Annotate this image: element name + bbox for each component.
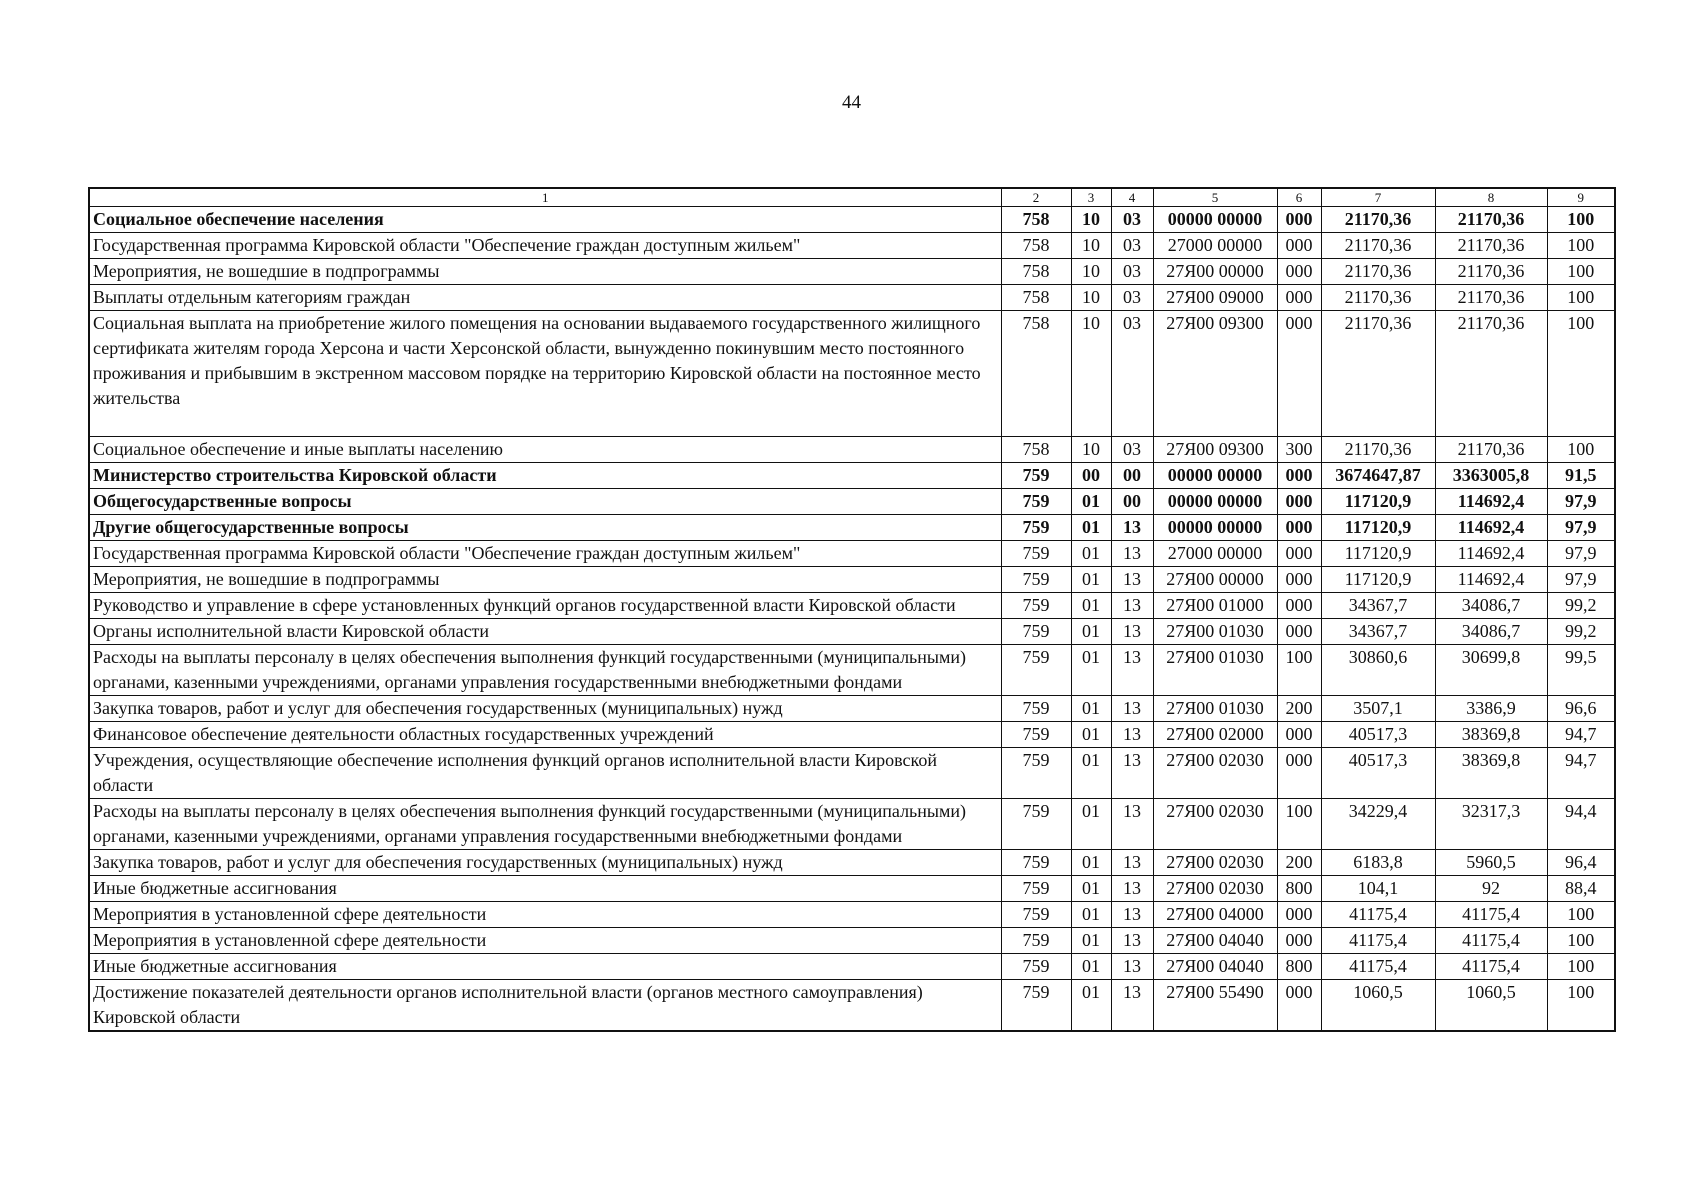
table-row [89,285,1615,311]
cell-actual-amount: 38369,8 [1435,722,1547,748]
cell-ministry-code: 758 [1001,233,1071,259]
table-row [89,928,1615,954]
cell-actual-amount: 34086,7 [1435,619,1547,645]
cell-ministry-code: 759 [1001,980,1071,1032]
cell-row-name: Мероприятия, не вошедшие в подпрограммы [89,567,1001,593]
cell-actual-amount: 32317,3 [1435,799,1547,850]
cell-planned-amount: 34229,4 [1321,799,1435,850]
cell-subsection-code: 13 [1111,541,1153,567]
cell-section-code: 01 [1071,515,1111,541]
cell-actual-amount: 41175,4 [1435,928,1547,954]
cell-actual-amount: 21170,36 [1435,259,1547,285]
table-row [89,748,1615,799]
table-row [89,850,1615,876]
cell-target-code: 27Я00 02030 [1153,748,1277,799]
cell-subsection-code: 13 [1111,645,1153,696]
cell-expense-type-code: 000 [1277,928,1321,954]
cell-ministry-code: 758 [1001,437,1071,463]
cell-subsection-code: 03 [1111,311,1153,437]
table-row [89,619,1615,645]
cell-expense-type-code: 000 [1277,567,1321,593]
cell-target-code: 27Я00 02030 [1153,799,1277,850]
cell-subsection-code: 13 [1111,928,1153,954]
cell-section-code: 01 [1071,722,1111,748]
page-number: 44 [842,92,861,113]
cell-execution-percent: 100 [1547,954,1615,980]
cell-subsection-code: 13 [1111,902,1153,928]
cell-ministry-code: 759 [1001,645,1071,696]
cell-row-name: Социальная выплата на приобретение жилого помещения на основании выдаваемого государственного жилищного сертификата жителям города Херсона и части Херсонской области, вынужденно покинувшим место постоянного проживания и прибывшим в экстренном массовом порядке на территорию Кировской области на постоянное место жительства [89,311,1001,437]
cell-row-name: Иные бюджетные ассигнования [89,954,1001,980]
cell-execution-percent: 88,4 [1547,876,1615,902]
cell-execution-percent: 100 [1547,233,1615,259]
table-row [89,645,1615,696]
cell-planned-amount: 41175,4 [1321,902,1435,928]
cell-target-code: 00000 00000 [1153,489,1277,515]
cell-section-code: 10 [1071,285,1111,311]
cell-row-name: Другие общегосударственные вопросы [89,515,1001,541]
cell-row-name: Государственная программа Кировской области "Обеспечение граждан доступным жильем" [89,541,1001,567]
cell-row-name: Руководство и управление в сфере установленных функций органов государственной власти Кировской области [89,593,1001,619]
cell-row-name: Расходы на выплаты персоналу в целях обеспечения выполнения функций государственными (муниципальными) органами, казенными учреждениями, органами управления государственными внебюджетными фондами [89,645,1001,696]
cell-expense-type-code: 100 [1277,645,1321,696]
cell-ministry-code: 758 [1001,285,1071,311]
cell-section-code: 10 [1071,437,1111,463]
cell-actual-amount: 114692,4 [1435,489,1547,515]
cell-execution-percent: 97,9 [1547,489,1615,515]
column-header-2: 2 [1001,188,1071,207]
cell-row-name: Финансовое обеспечение деятельности областных государственных учреждений [89,722,1001,748]
cell-section-code: 01 [1071,696,1111,722]
table-row [89,722,1615,748]
cell-planned-amount: 21170,36 [1321,259,1435,285]
cell-actual-amount: 41175,4 [1435,954,1547,980]
cell-target-code: 27Я00 00000 [1153,567,1277,593]
cell-planned-amount: 30860,6 [1321,645,1435,696]
cell-target-code: 27Я00 09300 [1153,437,1277,463]
cell-actual-amount: 41175,4 [1435,902,1547,928]
cell-row-name: Органы исполнительной власти Кировской области [89,619,1001,645]
cell-ministry-code: 759 [1001,541,1071,567]
table-row [89,437,1615,463]
cell-target-code: 27Я00 00000 [1153,259,1277,285]
cell-subsection-code: 13 [1111,567,1153,593]
cell-planned-amount: 21170,36 [1321,311,1435,437]
cell-target-code: 27Я00 02030 [1153,876,1277,902]
cell-actual-amount: 21170,36 [1435,233,1547,259]
cell-expense-type-code: 800 [1277,876,1321,902]
cell-actual-amount: 5960,5 [1435,850,1547,876]
cell-subsection-code: 13 [1111,619,1153,645]
table-row [89,902,1615,928]
cell-row-name: Государственная программа Кировской области "Обеспечение граждан доступным жильем" [89,233,1001,259]
cell-section-code: 10 [1071,207,1111,233]
cell-execution-percent: 94,7 [1547,722,1615,748]
cell-row-name: Расходы на выплаты персоналу в целях обеспечения выполнения функций государственными (муниципальными) органами, казенными учреждениями, органами управления государственными внебюджетными фондами [89,799,1001,850]
cell-target-code: 27Я00 04040 [1153,954,1277,980]
cell-subsection-code: 00 [1111,463,1153,489]
cell-expense-type-code: 800 [1277,954,1321,980]
cell-section-code: 01 [1071,902,1111,928]
cell-execution-percent: 100 [1547,902,1615,928]
cell-section-code: 01 [1071,489,1111,515]
column-header-7: 7 [1321,188,1435,207]
cell-ministry-code: 758 [1001,259,1071,285]
cell-planned-amount: 117120,9 [1321,541,1435,567]
cell-subsection-code: 03 [1111,207,1153,233]
table-row [89,593,1615,619]
cell-section-code: 01 [1071,619,1111,645]
cell-actual-amount: 34086,7 [1435,593,1547,619]
cell-expense-type-code: 000 [1277,722,1321,748]
table-row [89,311,1615,437]
cell-actual-amount: 114692,4 [1435,515,1547,541]
cell-row-name: Иные бюджетные ассигнования [89,876,1001,902]
cell-target-code: 27Я00 02030 [1153,850,1277,876]
cell-section-code: 10 [1071,259,1111,285]
cell-actual-amount: 1060,5 [1435,980,1547,1032]
cell-row-name: Министерство строительства Кировской области [89,463,1001,489]
cell-planned-amount: 3507,1 [1321,696,1435,722]
cell-execution-percent: 97,9 [1547,541,1615,567]
cell-ministry-code: 759 [1001,567,1071,593]
cell-execution-percent: 99,2 [1547,619,1615,645]
table-row [89,463,1615,489]
cell-planned-amount: 21170,36 [1321,207,1435,233]
table-row [89,207,1615,233]
cell-actual-amount: 21170,36 [1435,311,1547,437]
cell-planned-amount: 34367,7 [1321,593,1435,619]
cell-subsection-code: 03 [1111,233,1153,259]
cell-expense-type-code: 000 [1277,285,1321,311]
table-row [89,259,1615,285]
cell-target-code: 27Я00 01030 [1153,696,1277,722]
table-row [89,515,1615,541]
cell-section-code: 01 [1071,567,1111,593]
cell-section-code: 01 [1071,541,1111,567]
cell-section-code: 01 [1071,748,1111,799]
cell-planned-amount: 117120,9 [1321,489,1435,515]
cell-section-code: 01 [1071,876,1111,902]
cell-ministry-code: 759 [1001,696,1071,722]
cell-actual-amount: 30699,8 [1435,645,1547,696]
cell-section-code: 01 [1071,645,1111,696]
cell-execution-percent: 100 [1547,437,1615,463]
cell-subsection-code: 00 [1111,489,1153,515]
cell-row-name: Общегосударственные вопросы [89,489,1001,515]
cell-ministry-code: 759 [1001,722,1071,748]
cell-subsection-code: 03 [1111,285,1153,311]
table-row [89,696,1615,722]
cell-expense-type-code: 000 [1277,489,1321,515]
cell-subsection-code: 13 [1111,799,1153,850]
table-body [89,207,1615,1032]
cell-actual-amount: 92 [1435,876,1547,902]
cell-ministry-code: 759 [1001,748,1071,799]
cell-planned-amount: 1060,5 [1321,980,1435,1032]
cell-subsection-code: 13 [1111,850,1153,876]
cell-section-code: 01 [1071,850,1111,876]
cell-planned-amount: 41175,4 [1321,954,1435,980]
cell-expense-type-code: 100 [1277,799,1321,850]
cell-ministry-code: 759 [1001,902,1071,928]
cell-actual-amount: 38369,8 [1435,748,1547,799]
cell-expense-type-code: 000 [1277,902,1321,928]
cell-target-code: 27Я00 09300 [1153,311,1277,437]
cell-subsection-code: 13 [1111,722,1153,748]
cell-actual-amount: 114692,4 [1435,567,1547,593]
cell-execution-percent: 99,5 [1547,645,1615,696]
cell-expense-type-code: 000 [1277,619,1321,645]
cell-execution-percent: 100 [1547,207,1615,233]
cell-row-name: Достижение показателей деятельности органов исполнительной власти (органов местного самоуправления) Кировской области [89,980,1001,1032]
cell-actual-amount: 21170,36 [1435,207,1547,233]
cell-target-code: 27Я00 04000 [1153,902,1277,928]
cell-row-name: Мероприятия, не вошедшие в подпрограммы [89,259,1001,285]
column-header-3: 3 [1071,188,1111,207]
cell-section-code: 01 [1071,980,1111,1032]
cell-execution-percent: 91,5 [1547,463,1615,489]
table-header [89,188,1615,207]
cell-actual-amount: 3363005,8 [1435,463,1547,489]
cell-section-code: 01 [1071,954,1111,980]
cell-ministry-code: 759 [1001,850,1071,876]
cell-expense-type-code: 300 [1277,437,1321,463]
cell-expense-type-code: 000 [1277,541,1321,567]
cell-target-code: 27Я00 01030 [1153,645,1277,696]
cell-planned-amount: 34367,7 [1321,619,1435,645]
cell-execution-percent: 100 [1547,928,1615,954]
cell-expense-type-code: 200 [1277,850,1321,876]
cell-subsection-code: 13 [1111,980,1153,1032]
cell-expense-type-code: 000 [1277,980,1321,1032]
cell-row-name: Закупка товаров, работ и услуг для обеспечения государственных (муниципальных) нужд [89,850,1001,876]
cell-row-name: Социальное обеспечение и иные выплаты населению [89,437,1001,463]
cell-planned-amount: 21170,36 [1321,285,1435,311]
cell-target-code: 27Я00 09000 [1153,285,1277,311]
cell-expense-type-code: 000 [1277,259,1321,285]
cell-subsection-code: 03 [1111,259,1153,285]
cell-row-name: Социальное обеспечение населения [89,207,1001,233]
cell-target-code: 27Я00 01030 [1153,619,1277,645]
cell-ministry-code: 759 [1001,876,1071,902]
cell-planned-amount: 40517,3 [1321,748,1435,799]
cell-subsection-code: 03 [1111,437,1153,463]
table-row [89,954,1615,980]
cell-ministry-code: 759 [1001,489,1071,515]
cell-target-code: 00000 00000 [1153,515,1277,541]
cell-execution-percent: 99,2 [1547,593,1615,619]
cell-target-code: 27Я00 02000 [1153,722,1277,748]
header-row [89,188,1615,207]
cell-ministry-code: 759 [1001,928,1071,954]
cell-planned-amount: 104,1 [1321,876,1435,902]
column-header-4: 4 [1111,188,1153,207]
cell-row-name: Учреждения, осуществляющие обеспечение исполнения функций органов исполнительной власти Кировской области [89,748,1001,799]
cell-target-code: 27000 00000 [1153,541,1277,567]
cell-target-code: 27Я00 01000 [1153,593,1277,619]
cell-target-code: 27Я00 04040 [1153,928,1277,954]
cell-subsection-code: 13 [1111,876,1153,902]
cell-execution-percent: 100 [1547,285,1615,311]
cell-ministry-code: 758 [1001,207,1071,233]
cell-expense-type-code: 000 [1277,593,1321,619]
cell-row-name: Мероприятия в установленной сфере деятельности [89,902,1001,928]
cell-execution-percent: 96,6 [1547,696,1615,722]
cell-expense-type-code: 000 [1277,515,1321,541]
cell-target-code: 00000 00000 [1153,207,1277,233]
cell-section-code: 01 [1071,593,1111,619]
cell-planned-amount: 41175,4 [1321,928,1435,954]
cell-planned-amount: 117120,9 [1321,515,1435,541]
cell-ministry-code: 759 [1001,515,1071,541]
cell-execution-percent: 94,7 [1547,748,1615,799]
cell-section-code: 01 [1071,799,1111,850]
column-header-6: 6 [1277,188,1321,207]
cell-section-code: 10 [1071,311,1111,437]
cell-actual-amount: 114692,4 [1435,541,1547,567]
cell-subsection-code: 13 [1111,748,1153,799]
cell-section-code: 01 [1071,928,1111,954]
cell-ministry-code: 759 [1001,593,1071,619]
cell-execution-percent: 97,9 [1547,515,1615,541]
cell-subsection-code: 13 [1111,515,1153,541]
budget-table [88,187,1616,1032]
cell-expense-type-code: 000 [1277,207,1321,233]
cell-row-name: Закупка товаров, работ и услуг для обеспечения государственных (муниципальных) нужд [89,696,1001,722]
cell-ministry-code: 759 [1001,799,1071,850]
cell-row-name: Выплаты отдельным категориям граждан [89,285,1001,311]
cell-section-code: 10 [1071,233,1111,259]
column-header-5: 5 [1153,188,1277,207]
column-header-8: 8 [1435,188,1547,207]
cell-subsection-code: 13 [1111,593,1153,619]
cell-execution-percent: 97,9 [1547,567,1615,593]
table-row [89,233,1615,259]
column-header-1: 1 [89,188,1001,207]
cell-planned-amount: 117120,9 [1321,567,1435,593]
cell-actual-amount: 21170,36 [1435,285,1547,311]
cell-ministry-code: 759 [1001,463,1071,489]
column-header-9: 9 [1547,188,1615,207]
cell-execution-percent: 94,4 [1547,799,1615,850]
cell-planned-amount: 3674647,87 [1321,463,1435,489]
table-row [89,876,1615,902]
table-row [89,799,1615,850]
cell-subsection-code: 13 [1111,696,1153,722]
table-row [89,489,1615,515]
cell-target-code: 27000 00000 [1153,233,1277,259]
cell-row-name: Мероприятия в установленной сфере деятельности [89,928,1001,954]
cell-expense-type-code: 200 [1277,696,1321,722]
cell-expense-type-code: 000 [1277,463,1321,489]
cell-expense-type-code: 000 [1277,748,1321,799]
cell-expense-type-code: 000 [1277,233,1321,259]
cell-actual-amount: 21170,36 [1435,437,1547,463]
cell-subsection-code: 13 [1111,954,1153,980]
cell-planned-amount: 40517,3 [1321,722,1435,748]
table-row [89,541,1615,567]
cell-ministry-code: 759 [1001,954,1071,980]
cell-execution-percent: 100 [1547,980,1615,1032]
cell-planned-amount: 21170,36 [1321,233,1435,259]
table-row [89,980,1615,1032]
cell-planned-amount: 6183,8 [1321,850,1435,876]
cell-actual-amount: 3386,9 [1435,696,1547,722]
table-row [89,567,1615,593]
cell-section-code: 00 [1071,463,1111,489]
cell-planned-amount: 21170,36 [1321,437,1435,463]
cell-execution-percent: 100 [1547,311,1615,437]
cell-execution-percent: 96,4 [1547,850,1615,876]
cell-target-code: 27Я00 55490 [1153,980,1277,1032]
cell-expense-type-code: 000 [1277,311,1321,437]
cell-execution-percent: 100 [1547,259,1615,285]
cell-target-code: 00000 00000 [1153,463,1277,489]
cell-ministry-code: 758 [1001,311,1071,437]
cell-ministry-code: 759 [1001,619,1071,645]
